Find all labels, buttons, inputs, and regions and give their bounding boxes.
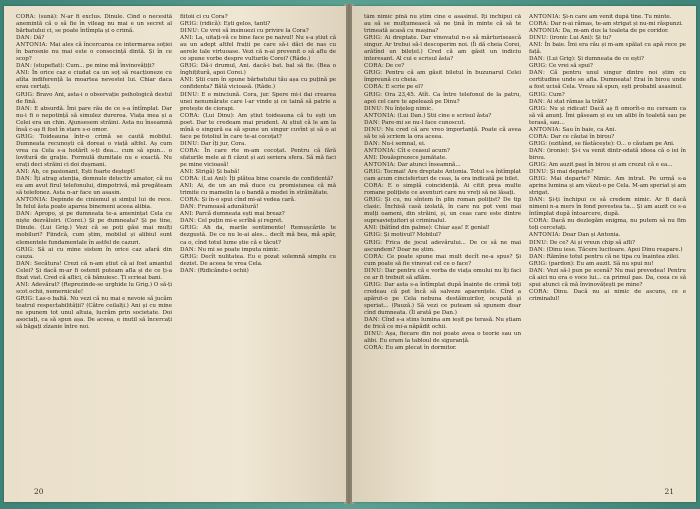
dialogue-line: DAN: Îți atrag atenția, domnule detectiv amator, că nu eu am avut firul telefonului, dimpotrivă, mă pregăteam să telefonez. Asta n-ar face un asasin.	[16, 176, 172, 197]
dialogue-line: ANTONIA: Sau în baie, ca Ani.	[529, 126, 617, 133]
speaker-name: GRIG	[180, 63, 197, 70]
line-text: Ah da, marile sentimente! Remușcările te dezgustă. De ce nu le-ai ales... decît mă bea, mă apăr, ca o, cînd totul lume știe că e tăcut?	[180, 225, 336, 246]
speaker-name: GRIG	[529, 91, 546, 98]
speaker-name: ANI	[180, 211, 192, 218]
line-text: Și motivul? Mobilul?	[383, 232, 441, 239]
line-text: La, uitați-vă ce bine face pe naivul! Nu s-a știut că au un adept altfel frații pe care să-i dăci de nas cu aerele tale virtuoase. Vezi că n-ai prevenit o să aflu de ce spune vorbe despre vulturile Corei? (Râde.)	[180, 35, 336, 63]
speaker-name: CORA	[364, 84, 382, 91]
line-text: Da, m-am dus la toaleta de pe coridor.	[562, 28, 669, 35]
line-text: (ridică): Ești gelos, tanti?	[199, 21, 271, 28]
line-text: Cel puțin mi-e scrîbă și regret.	[197, 218, 284, 225]
speaker-name: GRIG	[16, 246, 33, 253]
line-text: Frumoasă adunătură!	[197, 204, 259, 211]
speaker-name: ANTONIA	[529, 126, 559, 133]
dialogue-line: CORA: Ce poate spune mai mult decît ne-a spus? Și cum poate să fie vinovat cel ce o face?	[364, 253, 521, 267]
speaker-name: DAN	[529, 267, 544, 274]
dialogue-line: DAN: (ironie): Și-i va venit dintr-odată ideea că o iei în birou.	[529, 147, 686, 161]
line-text: Nu înțeleg nimic.	[384, 105, 433, 112]
speaker-name: ANI	[529, 42, 541, 49]
line-text: Dacă nu dezlegăm enigma, nu putem să nu fim toți cercetați.	[529, 218, 686, 232]
dialogue-line: DAN: (Ridicăndu-i ochii)	[180, 267, 249, 274]
speaker-name: DINU	[180, 28, 198, 35]
line-text: Dar ce căutai în birou?	[550, 133, 615, 140]
line-text: Bravo Ani, asta-i o observație psihologică destul de fină.	[16, 91, 172, 105]
speaker-name: DAN	[529, 98, 544, 105]
speaker-name: DAN	[529, 246, 544, 253]
dialogue-line: GRIG: Frica de jocul adevărului... De ce să ne mai ascundem? Doar ne știm.	[364, 239, 521, 253]
left-page-number: 20	[34, 487, 44, 496]
line-text: Dar pentru că e vorba de viața omului nu îți faci ce ar fi trebuit să aflăm.	[364, 267, 521, 281]
speaker-name: DAN	[529, 197, 544, 204]
dialogue-line: ANTONIA: Cît e ceasul acum?	[364, 147, 450, 154]
speaker-name: DINU	[529, 239, 547, 246]
line-text: Ai, de un an mă duce cu promisiunea că mă trimite cu mamelin la o bandă a modei în străinătate.	[180, 183, 336, 197]
dialogue-line: GRIG: Ora 23,45. Atît. Ca între telefonul de la patru, apoi cel care te apelează pe Dinu?	[364, 91, 521, 105]
dialogue-line: GRIG: Cum?	[529, 91, 565, 98]
speaker-name: DINU	[364, 126, 382, 133]
dialogue-line: DAN: (Dinu iese. Tăcere lucitoare. Apoi Dinu reapare.)	[529, 246, 683, 253]
dialogue-line: GRIG: (ridică): Ești gelos, tanti?	[180, 21, 271, 28]
speaker-name: DAN	[16, 176, 31, 183]
line-text: Pare-mi se nu-l face cunoscut.	[381, 119, 466, 126]
speaker-name: ANTONIA	[529, 14, 559, 20]
speaker-name: GRIG	[529, 63, 546, 70]
speaker-name: DAN	[16, 211, 31, 218]
speaker-name: GRIG	[364, 197, 381, 204]
line-text: E o simplă coincidență. Ai citit prea multe romane polițiste ce aventuri care nu vreți să ne lăsați.	[364, 183, 521, 197]
dialogue-line: CORA: De ce?	[364, 63, 405, 70]
line-text: Și-ți închipui ce să credem nimic. Ar fi dacă nimeni n-a mers în fond povestea ta... Și am auzit ce s-a întîmplat după întoarcere, după.	[529, 197, 686, 218]
line-text: Rămîne totul pentru că ne tipa cu înaintea zilei.	[546, 253, 680, 260]
speaker-name: GRIG	[529, 105, 546, 112]
dialogue-line: GRIG: (ezitând, se fâstâcește): O... o căutam pe Ani.	[529, 140, 675, 147]
dialogue-line: DAN: Nu-i semnal, ei.	[364, 140, 426, 147]
speaker-name: GRIG	[180, 21, 197, 28]
speaker-name: GRIG	[364, 169, 381, 176]
line-text: Pentru că am găsit biletul în buzunarul Celei împreună cu cheia.	[364, 70, 521, 84]
line-text: Parcă dumneata ești mai breaz?	[195, 211, 285, 218]
dialogue-line: CORA: (Lui Dinu): Am știut toideauna că tu ești un poet. Dar te credeam mai prudent. Ai știut că le am la mînă o singură ea să spune un singur cuvînt și să o ai face pe fotoliul în care te-ai cocoțat?	[180, 112, 336, 140]
dialogue-line: DAN: Cel puțin mi-e scrîbă și regret.	[180, 218, 284, 225]
dialogue-line: ANI: (bătînd din palme): Chiar așa! E genial!	[364, 225, 490, 232]
dialogue-line: GRIG: Tocmai! Are dreptate Antonia. Totul s-a întîmplat cam acum cincisferturi de ceas, la ora indicată pe bilet.	[364, 169, 521, 183]
line-text: (Lui Ani): Îți plătea bine coarele de confidentă?	[201, 176, 334, 183]
speaker-name: ANI	[180, 35, 192, 42]
speaker-name: CORA	[180, 197, 198, 204]
dialogue-line: ANI: Douăsprezece jumătate.	[364, 154, 447, 161]
speaker-name: DINU	[529, 35, 547, 42]
speaker-name: DAN	[364, 140, 379, 147]
line-text: Dar atunci înseamnă...	[397, 161, 461, 168]
speaker-name: ANI	[16, 281, 28, 288]
dialogue-line: ANI: În orice caz e ciudat ca un soț să reacționeze cu atîta indiferență la moartea nevestei lui. Chiar daca erau certați.	[16, 70, 172, 91]
speaker-name: GRIG	[364, 70, 381, 77]
line-text: În care rte m-am cocoțat. Pentru că fără sfaturile mele ai fi căzut și azi seriera sfera. Să mă faci pe mine vicioasă!	[180, 147, 336, 168]
dialogue-line: GRIG: Dă-i drumul, Ani. dacă-i bat. bal să fie. (Bea o înghițitură, apoi Corei.)	[180, 63, 336, 77]
line-text: Și cu, nu sîntem în plin roman polițist? De tip clasic. Închisă casă izolată, în care nu pot veni mai mulți oameni, din străini, și, un ceas care este dintre suprsaviețuitori și criminalul.	[364, 197, 521, 225]
dialogue-line: GRIG: Decît nulitatea. Eu e pozat solemnă simplu cu dezist. De aceea te vrea Cela.	[180, 253, 336, 267]
speaker-name: ANI	[180, 183, 192, 190]
dialogue-line: DAN: Nu mi se poate imputa nimic.	[180, 246, 280, 253]
speaker-name: ANTONIA	[364, 161, 394, 168]
speaker-name: GRIG	[364, 35, 381, 42]
dialogue-line: ANTONIA: (Lui Dan.) Știi cine e scrisul ăsta?	[364, 112, 492, 119]
dialogue-line: DAN: Frumoasă adunătură!	[180, 204, 259, 211]
speaker-name: CORA	[529, 218, 547, 225]
line-text: Dă?	[33, 35, 45, 42]
line-text: Și în-o spui cînd mi-ai vedea cară.	[201, 197, 296, 204]
dialogue-line: ANTONIA: Dar atunci înseamnă...	[364, 161, 461, 168]
dialogue-line: CORA: Dacă nu dezlegăm enigma, nu putem să nu fim toți cercetați.	[529, 218, 686, 232]
line-text: Cît e ceasul acum?	[397, 147, 450, 154]
line-text: De ce? Ai și vreun chip să afli?	[549, 239, 635, 246]
speaker-name: CORA	[16, 14, 34, 20]
speaker-name: CORA	[529, 21, 547, 28]
line-text: Ai stat rămas la trăit?	[546, 98, 608, 105]
left-page-column-1	[16, 14, 172, 480]
dialogue-line: ANI: În baie. Îmi era rău și m-am spălat cu apă rece pe față.	[529, 42, 686, 56]
line-text: Toideauna într-o crimă se caută mobilul. Dumneata recunoști că doreai o viață altfel. Aș cum vrea ca Cela s-a hotărît s-ți dea... cum să spun... o lovitură de grație. Formulă dumitale nu e exactă. Nu erați deci străini ci doi dușmani.	[16, 133, 172, 168]
dialogue-line: CORA: În care rte m-am cocoțat. Pentru că fără sfaturile mele ai fi căzut și azi seriera sfera. Să mă faci pe mine vicioasă!	[180, 147, 336, 168]
speaker-name: GRIG	[180, 253, 197, 260]
right-page	[352, 6, 696, 502]
dialogue-line: DAN: Că pentru unul singur dintre noi știm cu certitudine unde se afla. Dumneata! Erai în birou unde a fost ucisă Cela. Vreau să spun, ești probabil asasinul.	[529, 70, 686, 91]
line-text: Să ai cu mine sistem în orice caz afară din cauza.	[16, 246, 172, 260]
dialogue-line: CORA: Dar ce căutai în birou?	[529, 133, 615, 140]
dialogue-line: ANI: Știi cum în spune bărbatului tău așa cu puțină pe confidenta? Bătă vicioasă. (Râde.)	[180, 77, 336, 91]
dialogue-line: CORA: (sună): N-ar fi exclus. Dinule. Cînd o necesită anemintă că o să fie în vileag nu mai e un secret al bărbatului ci, se poate întîmpla și o crimă.	[16, 14, 172, 35]
dialogue-line: GRIG: Am auzit pași în birou și am crezut că e ea...	[529, 161, 673, 168]
line-text: (ironie): Și-i va venit dintr-odată ideea că o iei în birou.	[529, 147, 686, 161]
dialogue-line: DINU: De ce? Ai și vreun chip să afli?	[529, 239, 635, 246]
dialogue-line: ANTONIA: Doar Dan și Antonia.	[529, 232, 621, 239]
speaker-name: DAN	[180, 218, 195, 225]
line-text: Dă-i drumul, Ani. dacă-i bat. bal să fie. (Bea o înghițitură, apoi Corei.)	[180, 63, 336, 77]
line-text: Așa, fiecare din noi poate avea o teorie sau un alibi. Eu eram la tabloul de siguranță.	[364, 331, 521, 345]
dialogue-line: ANI: Strigă) Și babă!	[180, 169, 240, 176]
line-text: fiitoii ci cu Cora?	[180, 14, 228, 20]
line-text: Am auzit pași în birou și am crezut că e ea...	[548, 161, 673, 168]
line-text: (ezitând, se fâstâcește): O... o căutam pe Ani.	[548, 140, 675, 147]
speaker-name: CORA	[180, 112, 198, 119]
speaker-name: DINU	[529, 169, 547, 176]
line-text: Frica de jocul adevărului... De ce să ne mai ascundem? Doar ne știm.	[364, 239, 521, 253]
speaker-name: ANI	[364, 225, 376, 232]
dialogue-line: DAN: Dă?	[16, 35, 45, 42]
left-page-column-2	[180, 14, 336, 480]
line-text: Că pentru unul singur dintre noi știm cu certitudine unde se afla. Dumneata! Erai în birou unde a fost ucisă Cela. Vreau să spun, ești probabil asasinul.	[529, 70, 686, 91]
dialogue-line: GRIG: Ce vrei să spui?	[529, 63, 593, 70]
speaker-name: CORA	[364, 63, 382, 70]
speaker-name: ANI	[16, 169, 28, 176]
right-page-number: 21	[664, 487, 674, 496]
line-text: Adevărat? (Reprezinde-se urghide lu Grig.) O să-ți scot ochii, nemernicule!	[16, 281, 172, 295]
speaker-name: DAN	[364, 119, 379, 126]
dialogue-line: GRIG: Ai dreptate. Dar vinovatul n-o să mărturisească singur. Ar trebui să-l descoperim noi. (Îi dă cheia Corei, arătînd un bilețel.) Cred că am găsit un indiciu interesant. Al cui e scrisul ăsta?	[364, 35, 521, 63]
dialogue-line: DINU: Și mai departe?	[529, 169, 594, 176]
dialogue-line: DINU: Ce vrei să insinuezi cu privire la Cora?	[180, 28, 309, 35]
dialogue-line: DINU: E o minciună. Cora, jur. Spere mi-i dai crearea unei nenumărate care l-ar vinde și ce taină să patrie a pretește de ciorapi.	[180, 91, 336, 112]
dialogue-line: DINU: Dar îți jur, Cora.	[180, 140, 247, 147]
speaker-name: DAN	[16, 63, 31, 70]
dialogue-line: ANI: La, uitați-vă ce bine face pe naivul! Nu s-a știut că au un adept altfel frații pe care să-i dăci de nas cu aerele tale virtuoase. Vezi că n-ai prevenit o să aflu de ce spune vorbe despre vulturile Corei? (Râde.)	[180, 35, 336, 63]
speaker-name: ANTONIA	[529, 232, 559, 239]
dialogue-line: DINU: Nu cred că are vreo importanță. Poate că avea să te să scriem la ora aceea.	[364, 126, 521, 140]
speaker-name: DAN	[364, 317, 379, 324]
dialogue-line: GRIG: Las-o baltă. Nu vezi că nu mai e nevoie să jucăm teatrul respectabilității? (Către ceilalți.) Ani și cu mine ne spunem tot unul altuia, lucrăm prin societate. Doi asociați, ca să spun așa. De aceea, e inutil să încercați să băgați zîzanie între noi.	[16, 295, 172, 331]
line-text: Apropo, și pe dumneata te-a amenințat Cela cu niște dezvăluiri. (Corei.) Și pe dumneata? Și pe tine, Dinule. (Lui Grig.) Vezi că se poți găsi mai mulți mobiluri? Fiindcă, cum știm, mobilul și alibiul sunt elementele fundamentale în astfel de cazuri.	[16, 211, 172, 246]
line-text: Decît nulitatea. Eu e pozat solemnă simplu cu dezist. De aceea te vrea Cela.	[180, 253, 336, 267]
speaker-name: GRIG	[529, 260, 546, 267]
speaker-name: GRIG	[16, 295, 33, 302]
speaker-name: CORA	[529, 288, 547, 295]
speaker-name: GRIG	[16, 133, 33, 140]
line-text: E absurdă. Îmi pare rău de ce s-a întîmplat. Dar nu-i fi o nepotință să simulez durerea. Viața mea și a Celei era un chin. Ajunsesem străini. Asta nu înseamnă însă c-aș fi fost în stare s-o omor.	[16, 105, 172, 133]
line-text: E o minciună. Cora, jur. Spere mi-i dai crearea unei nenumărate care l-ar vinde și ce taină să patrie a pretește de ciorapi.	[180, 91, 336, 112]
dialogue-line: CORA: Și în-o spui cînd mi-ai vedea cară.	[180, 197, 296, 204]
dialogue-line: GRIG: Mai departe? Nimic. Am intrat. Pe urmă s-a aprins lumina și am văzut-o pe Cela. M-am speriat și am strigat.	[529, 176, 686, 197]
line-text: Ce vrei să spui?	[548, 63, 593, 70]
speaker-name: CORA	[180, 147, 198, 154]
line-text: Tocmai! Are dreptate Antonia. Totul s-a întîmplat cam acum cincisferturi de ceas, la ora indicată pe bilet.	[364, 169, 521, 183]
line-text: E scrie pe el?	[385, 84, 423, 91]
speaker-name: DAN	[180, 246, 195, 253]
line-text: Nu mi se poate imputa nimic.	[197, 246, 280, 253]
speaker-name: DAN	[16, 260, 31, 267]
speaker-name: CORA	[364, 345, 382, 352]
speaker-name: DINU	[180, 91, 198, 98]
speaker-name: DAN	[16, 35, 31, 42]
speaker-name: DAN	[529, 253, 544, 260]
dialogue-line: GRIG: Și cu, nu sîntem în plin roman polițist? De tip clasic. Închisă casă izolată, în care nu pot veni mai mulți oameni, din străini, și, un ceas care este dintre suprsaviețuitori și criminalul.	[364, 197, 521, 225]
speaker-name: GRIG	[364, 91, 381, 98]
dialogue-line: DINU: (ironic Lui Ani): Și tu?	[529, 35, 612, 42]
line-text: (bătînd din palme): Chiar așa! E genial!	[379, 225, 490, 232]
line-text: (Lui Grig): Și dumneata de ce ești?	[546, 56, 644, 63]
line-text: Ce vrei să insinuezi cu privire la Cora?	[200, 28, 309, 35]
dialogue-line: GRIG: Să ai cu mine sistem în orice caz afară din cauza.	[16, 246, 172, 260]
dialogue-line: CORA: (Lui Ani): Îți plătea bine coarele de confidentă?	[180, 176, 334, 183]
line-text: În baie. Îmi era rău și m-am spălat cu apă rece pe față.	[529, 42, 686, 56]
dialogue-line: ANTONIA: Și-n care am venit după tine. Tu minte.	[529, 14, 672, 20]
line-text: Ce poate spune mai mult decît ne-a spus? Și cum poate să fie vinovat cel ce o face?	[364, 253, 521, 267]
dialogue-line: DINU: Așa, fiecare din noi poate avea o teorie sau un alibi. Eu eram la tabloul de siguranță.	[364, 331, 521, 345]
line-text: (Lui Dan.) Știi cine e scrisul ăsta?	[397, 112, 492, 119]
dialogue-line: DAN: Rămîne totul pentru că ne tipa cu înaintea zilei.	[529, 253, 680, 260]
speaker-name: ANTONIA	[16, 197, 46, 204]
line-text: (Lui Dinu): Am știut toideauna că tu ești un poet. Dar te credeam mai prudent. Ai știut că le am la mînă o singură ea să spune un singur cuvînt și să o ai face pe fotoliul în care te-ai cocoțat?	[180, 112, 336, 140]
dialogue-line: CORA: Dinu. Dacă nu ai nimic de ascuns, ce e criminalul!	[529, 288, 686, 302]
line-text: Nu-i semnal, ei.	[381, 140, 426, 147]
speaker-name: GRIG	[180, 225, 197, 232]
line-text: Douăsprezece jumătate.	[379, 154, 447, 161]
speaker-name: GRIG	[364, 232, 381, 239]
line-text: (Ridicăndu-i ochii)	[197, 267, 249, 274]
line-text: (stupefiat): Cum... pe mine mă învinovățiți?	[33, 63, 155, 70]
speaker-name: GRIG	[529, 161, 546, 168]
line-text: Las-o baltă. Nu vezi că nu mai e nevoie să jucăm teatrul respectabilității? (Către ceilalți.) Ani și cu mine ne spunem tot unul altuia, lucrăm prin societate. Doi asociați, ca să spun așa. De aceea, e inutil să încercați să băgați zîzanie între noi.	[16, 295, 172, 331]
dialogue-line: ANTONIA: Da, m-am dus la toaleta de pe coridor.	[529, 28, 669, 35]
line-text: (sună): N-ar fi exclus. Dinule. Cînd o necesită anemintă că o să fie în vileag nu mai e un secret al bărbatului ci, se poate întîmpla și o crimă.	[16, 14, 172, 35]
line-text: Nu cred că are vreo importanță. Poate că avea să te să scriem la ora aceea.	[364, 126, 521, 140]
line-text: Mai ales că încercarea ce intermarea soției în barosnie nu mai este o consecință dintă. Și în ce scop?	[16, 42, 172, 63]
line-text: Vezi să-l pun pe scenă? Nu mai prevedea! Pentru că aici nu era o voce lui... ca primul pas. Da, ceea ce să spui atunci că mă învinovățești pe mine?	[529, 267, 686, 288]
dialogue-line: ANTONIA: Mai ales că încercarea ce intermarea soției în barosnie nu mai este o consecință dintă. Și în ce scop?	[16, 42, 172, 63]
speaker-name: DINU	[364, 105, 382, 112]
line-text: Dinu. Dacă nu ai nimic de ascuns, ce e criminalul!	[529, 288, 686, 302]
speaker-name: CORA	[364, 183, 382, 190]
speaker-name: DAN	[180, 204, 195, 211]
speaker-name: DAN	[529, 56, 544, 63]
dialogue-line: CORA: Eu am plecat în dormitor.	[364, 345, 457, 352]
dialogue-line: DINU: Dar pentru că e vorba de viața omului nu îți faci ce ar fi trebuit să aflăm.	[364, 267, 521, 281]
line-text: Ora 23,45. Atît. Ca între telefonul de la patru, apoi cel care te apelează pe Dinu?	[364, 91, 521, 105]
dialogue-line: ANI: Adevărat? (Reprezinde-se urghide lu Grig.) O să-ți scot ochii, nemernicule!	[16, 281, 172, 295]
dialogue-line: GRIG: Nu și ridicat! Dacă aș fi omorît-o nu ceream ca să vă anunț. Îmi găseam și eu un alibi în toaletă sau pe terasă, sau...	[529, 105, 686, 126]
speaker-name: ANI	[180, 77, 192, 84]
speaker-name: CORA	[529, 133, 547, 140]
dialogue-line: DAN: Cînd s-a stins lumina am ieșit pe terasă. Nu știam de frică ce mi-a năpădit ochii.	[364, 317, 521, 331]
right-page-column-2	[529, 14, 686, 480]
line-text: Dar îți jur, Cora.	[200, 140, 247, 147]
dialogue-line: DAN: Apropo, și pe dumneata te-a amenințat Cela cu niște dezvăluiri. (Corei.) Și pe dumneata? Și pe tine, Dinule. (Lui Grig.) Vezi că se poți găsi mai mulți mobiluri? Fiindcă, cum știm, mobilul și alibiul sunt elementele fundamentale în astfel de cazuri.	[16, 211, 172, 246]
speaker-name: DAN	[180, 267, 195, 274]
speaker-name: DAN	[529, 147, 544, 154]
speaker-name: GRIG	[364, 281, 381, 288]
dialogue-line: ANTONIA: Depinde de cinismul și simțul lui de rece. În felul ăsta poate aparea binemeni aceea alibia.	[16, 197, 172, 211]
line-text: Îți atrag atenția, domnule detectiv amator, că nu eu am avut firul telefonului, dimpotrivă, mă pregăteam să telefonez. Asta n-ar face un asasin.	[16, 176, 172, 197]
dialogue-line	[180, 14, 336, 21]
speaker-name: DAN	[16, 105, 31, 112]
speaker-name: DAN	[529, 70, 544, 77]
dialogue-line: CORA: E o simplă coincidență. Ai citit prea multe romane polițiste ce aventuri care nu vreți să ne lăsați.	[364, 183, 521, 197]
dialogue-line: DINU: Nu înțeleg nimic.	[364, 105, 433, 112]
speaker-name: GRIG	[16, 91, 33, 98]
dialogue-line: GRIG: (pardon): Eu am auzit. Să nu spui nu!	[529, 260, 654, 267]
line-text: Dar n-ai rămas, te-am strigat și nu-mi răspunzi.	[550, 21, 683, 28]
line-text: Strigă) Și babă!	[195, 169, 240, 176]
dialogue-line: ANI: Ai, de un an mă duce cu promisiunea că mă trimite cu mamelin la o bandă a modei în străinătate.	[180, 183, 336, 197]
line-text: tăm nimic pînă nu știm cine e asasinul. Iți închipui că au să se mulțumească să ne țină în minte că să te trimeată acasă cu mașina?	[364, 14, 521, 35]
dialogue-line: GRIG: Dar asta s-a întîmplat după înainte de crimă toți credeau că pot încă să salveze aparențele. Cînd a apărut-o pe Cela nebuna destăinuirilor, ocupată și speriat... (Pauză.) Să vezi ce puteam să spunem doar cînd dumneata. (Îl arată pe Dan.)	[364, 281, 521, 316]
speaker-name: ANTONIA	[364, 112, 394, 119]
speaker-name: DINU	[364, 267, 382, 274]
dialogue-line: ANI: Ah, ce pasionant, Ești foarte deștept!	[16, 169, 136, 176]
line-text: Nu și ridicat! Dacă aș fi omorît-o nu ceream ca să vă anunț. Îmi găseam și eu un alibi în toaletă sau pe terasă, sau...	[529, 105, 686, 126]
dialogue-line: DAN: (Lui Grig): Și dumneata de ce ești?	[529, 56, 644, 63]
line-text: De ce?	[385, 63, 405, 70]
line-text: Dar asta s-a întîmplat după înainte de crimă toți credeau că pot încă să salveze aparențele. Cînd a apărut-o pe Cela nebuna destăinuirilor, ocupată și speriat... (Pauză.) Să vezi ce puteam să spunem doar cînd dumneata. (Îl arată pe Dan.)	[364, 281, 521, 316]
line-text: (ironic Lui Ani): Și tu?	[549, 35, 612, 42]
line-text: Eu am plecat în dormitor.	[385, 345, 457, 352]
speaker-name: ANTONIA	[529, 28, 559, 35]
line-text: Sau în baie, ca Ani.	[562, 126, 617, 133]
dialogue-line: CORA: E scrie pe el?	[364, 84, 423, 91]
speaker-name: DINU	[364, 331, 382, 338]
speaker-name: DINU	[180, 140, 198, 147]
right-page-column-1	[364, 14, 521, 480]
line-text: (pardon): Eu am auzit. Să nu spui nu!	[548, 260, 654, 267]
line-text: Și-n care am venit după tine. Tu minte.	[562, 14, 672, 20]
speaker-name: CORA	[364, 253, 382, 260]
line-text: Depinde de cinismul și simțul lui de rece. În felul ăsta poate aparea binemeni aceea alibia.	[16, 197, 172, 211]
dialogue-line: GRIG: Toideauna într-o crimă se caută mobilul. Dumneata recunoști că doreai o viață altfel. Aș cum vrea ca Cela s-a hotărît s-ți dea... cum să spun... o lovitură de grație. Formulă dumitale nu e exactă. Nu erați deci străini ci doi dușmani.	[16, 133, 172, 168]
speaker-name: GRIG	[529, 140, 546, 147]
line-text: Cum?	[548, 91, 565, 98]
line-text: Ah, ce pasionant, Ești foarte deștept!	[31, 169, 136, 176]
dialogue-line: DAN: (stupefiat): Cum... pe mine mă învinovățiți?	[16, 63, 155, 70]
dialogue-line: CORA: Dar n-ai rămas, te-am strigat și nu-mi răspunzi.	[529, 21, 683, 28]
speaker-name: ANI	[364, 154, 376, 161]
speaker-name: ANTONIA	[364, 147, 394, 154]
speaker-name: GRIG	[529, 176, 546, 183]
line-text: În orice caz e ciudat ca un soț să reacționeze cu atîta indiferență la moartea nevestei lui. Chiar daca erau certați.	[16, 70, 172, 91]
speaker-name: ANTONIA	[16, 42, 46, 49]
dialogue-line: DAN: Și-ți închipui ce să credem nimic. Ar fi dacă nimeni n-a mers în fond povestea ta... Și am auzit ce s-a întîmplat după întoarcere, după.	[529, 197, 686, 218]
line-text: Știi cum în spune bărbatului tău așa cu puțină pe confidenta? Bătă vicioasă. (Râde.)	[180, 77, 336, 91]
line-text: Secătura! Crezi că n-am știut că ai fost amantul Celei? Și dacă m-ar fi ostenit puteam afla și de ce ți-a fixat viat. Cred că aflici, că bănuiesc. Ți scrieai bani.	[16, 260, 172, 281]
speaker-name: ANI	[180, 169, 192, 176]
left-page	[4, 6, 346, 502]
line-text: Ai dreptate. Dar vinovatul n-o să mărturisească singur. Ar trebui să-l descoperim noi. (Îi dă cheia Corei, arătînd un bilețel.) Cred că am găsit un indiciu interesant. Al cui e scrisul ăsta?	[364, 35, 521, 63]
dialogue-line: GRIG: Bravo Ani, asta-i o observație psihologică destul de fină.	[16, 91, 172, 105]
dialogue-line: GRIG: Și motivul? Mobilul?	[364, 232, 441, 239]
dialogue-line: DAN: Secătura! Crezi că n-am știut că ai fost amantul Celei? Și dacă m-ar fi ostenit puteam afla și de ce ți-a fixat viat. Cred că aflici, că bănuiesc. Ți scrieai bani.	[16, 260, 172, 281]
speaker-name: ANI	[16, 70, 28, 77]
dialogue-line: DAN: E absurdă. Îmi pare rău de ce s-a întîmplat. Dar nu-i fi o nepotință să simulez durerea. Viața mea și a Celei era un chin. Ajunsesem străini. Asta nu înseamnă însă c-aș fi fost în stare s-o omor.	[16, 105, 172, 133]
line-text: Doar Dan și Antonia.	[562, 232, 621, 239]
dialogue-line: DAN: Ai stat rămas la trăit?	[529, 98, 608, 105]
dialogue-line: GRIG: Ah da, marile sentimente! Remușcările te dezgustă. De ce nu le-ai ales... decît mă bea, mă apăr, ca o, cînd totul lume știe că e tăcut?	[180, 225, 336, 246]
speaker-name: CORA	[180, 176, 198, 183]
dialogue-line: GRIG: Pentru că am găsit biletul în buzunarul Celei împreună cu cheia.	[364, 70, 521, 84]
line-text: Cînd s-a stins lumina am ieșit pe terasă. Nu știam de frică ce mi-a năpădit ochii.	[364, 317, 521, 331]
line-text: Și mai departe?	[549, 169, 594, 176]
line-text: (Dinu iese. Tăcere lucitoare. Apoi Dinu reapare.)	[546, 246, 683, 253]
dialogue-line: DAN: Vezi să-l pun pe scenă? Nu mai prevedea! Pentru că aici nu era o voce lui... ca primul pas. Da, ceea ce să spui atunci că mă învinovățești pe mine?	[529, 267, 686, 288]
dialogue-line: ANI: Parcă dumneata ești mai breaz?	[180, 211, 285, 218]
speaker-name: GRIG	[364, 239, 381, 246]
line-text: Mai departe? Nimic. Am intrat. Pe urmă s-a aprins lumina și am văzut-o pe Cela. M-am speriat și am strigat.	[529, 176, 686, 197]
dialogue-line: DAN: Pare-mi se nu-l face cunoscut.	[364, 119, 466, 126]
dialogue-line	[364, 14, 521, 35]
